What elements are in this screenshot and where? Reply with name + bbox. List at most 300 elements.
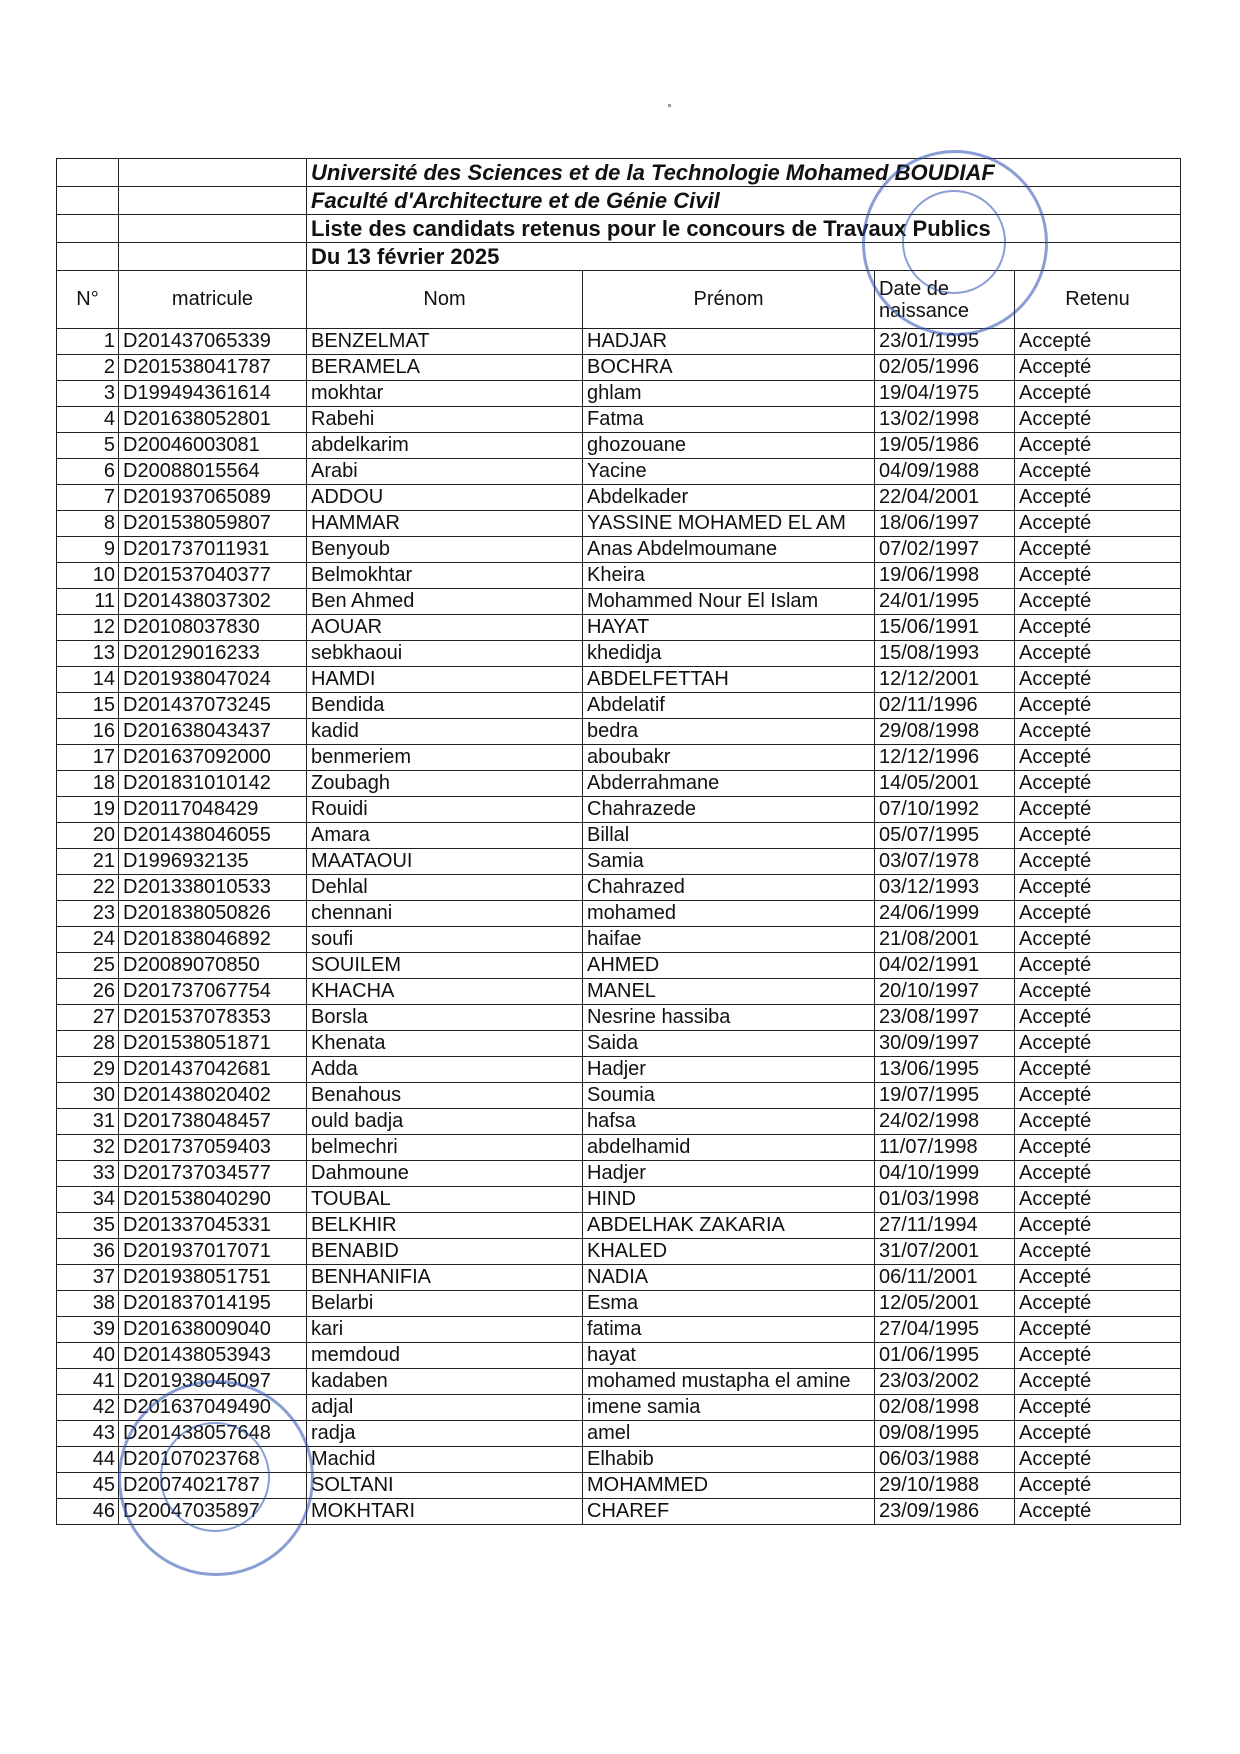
faculty-title: Faculté d'Architecture et de Génie Civil [307,187,1181,215]
row-birthdate: 13/02/1998 [875,407,1015,433]
row-nom: abdelkarim [307,433,583,459]
col-num-header: N° [57,271,119,329]
row-number: 28 [57,1031,119,1057]
row-prenom: YASSINE MOHAMED EL AM [583,511,875,537]
row-number: 33 [57,1161,119,1187]
row-birthdate: 19/05/1986 [875,433,1015,459]
row-status: Accepté [1015,563,1181,589]
row-matricule: D1996932135 [119,849,307,875]
row-number: 10 [57,563,119,589]
row-nom: Zoubagh [307,771,583,797]
row-nom: Adda [307,1057,583,1083]
row-birthdate: 19/04/1975 [875,381,1015,407]
row-prenom: bedra [583,719,875,745]
row-status: Accepté [1015,1187,1181,1213]
row-number: 2 [57,355,119,381]
row-number: 31 [57,1109,119,1135]
row-number: 38 [57,1291,119,1317]
col-nom-header: Nom [307,271,583,329]
row-prenom: MANEL [583,979,875,1005]
row-prenom: Hadjer [583,1057,875,1083]
row-birthdate: 04/02/1991 [875,953,1015,979]
row-nom: benmeriem [307,745,583,771]
row-prenom: Soumia [583,1083,875,1109]
row-status: Accepté [1015,1265,1181,1291]
row-matricule: D201438053943 [119,1343,307,1369]
row-prenom: KHALED [583,1239,875,1265]
row-status: Accepté [1015,1109,1181,1135]
row-status: Accepté [1015,615,1181,641]
row-nom: BERAMELA [307,355,583,381]
row-matricule: D201638052801 [119,407,307,433]
row-number: 14 [57,667,119,693]
row-nom: memdoud [307,1343,583,1369]
stamp-top-right-inner-icon [902,190,1006,294]
row-number: 37 [57,1265,119,1291]
table-row [57,511,1181,537]
row-birthdate: 02/11/1996 [875,693,1015,719]
row-status: Accepté [1015,1031,1181,1057]
row-nom: AOUAR [307,615,583,641]
row-prenom: Nesrine hassiba [583,1005,875,1031]
row-number: 46 [57,1499,119,1525]
row-prenom: hafsa [583,1109,875,1135]
row-matricule: D201537078353 [119,1005,307,1031]
row-prenom: Abdelkader [583,485,875,511]
row-number: 32 [57,1135,119,1161]
row-matricule: D201937065089 [119,485,307,511]
row-birthdate: 22/04/2001 [875,485,1015,511]
table-row [57,953,1181,979]
table-row [57,979,1181,1005]
row-birthdate: 12/05/2001 [875,1291,1015,1317]
row-matricule: D201537040377 [119,563,307,589]
table-row [57,1317,1181,1343]
row-birthdate: 27/11/1994 [875,1213,1015,1239]
table-row [57,849,1181,875]
table-row [57,927,1181,953]
table-row [57,355,1181,381]
row-birthdate: 06/11/2001 [875,1265,1015,1291]
row-status: Accepté [1015,1499,1181,1525]
row-number: 26 [57,979,119,1005]
row-nom: Dehlal [307,875,583,901]
row-prenom: Hadjer [583,1161,875,1187]
row-status: Accepté [1015,849,1181,875]
table-row [57,693,1181,719]
row-nom: ADDOU [307,485,583,511]
row-prenom: Abderrahmane [583,771,875,797]
row-number: 39 [57,1317,119,1343]
row-matricule: D20074021787 [119,1473,307,1499]
row-number: 7 [57,485,119,511]
table-row [57,875,1181,901]
row-status: Accepté [1015,511,1181,537]
table-row [57,901,1181,927]
row-prenom: Mohammed Nour El Islam [583,589,875,615]
row-status: Accepté [1015,329,1181,355]
row-matricule: D20089070850 [119,953,307,979]
row-status: Accepté [1015,1083,1181,1109]
row-status: Accepté [1015,1369,1181,1395]
table-row [57,1031,1181,1057]
row-nom: BELKHIR [307,1213,583,1239]
table-row [57,1057,1181,1083]
row-matricule: D20046003081 [119,433,307,459]
row-prenom: HIND [583,1187,875,1213]
table-row [57,1239,1181,1265]
row-birthdate: 04/09/1988 [875,459,1015,485]
row-nom: kari [307,1317,583,1343]
row-matricule: D201538041787 [119,355,307,381]
row-nom: soufi [307,927,583,953]
row-number: 44 [57,1447,119,1473]
row-prenom: CHAREF [583,1499,875,1525]
row-prenom: hayat [583,1343,875,1369]
row-birthdate: 19/06/1998 [875,563,1015,589]
row-matricule: D201831010142 [119,771,307,797]
row-status: Accepté [1015,1161,1181,1187]
row-prenom: Elhabib [583,1447,875,1473]
row-status: Accepté [1015,1005,1181,1031]
table-row [57,433,1181,459]
row-status: Accepté [1015,823,1181,849]
row-nom: Benahous [307,1083,583,1109]
col-prenom-header: Prénom [583,271,875,329]
row-nom: MOKHTARI [307,1499,583,1525]
row-prenom: Saida [583,1031,875,1057]
row-number: 27 [57,1005,119,1031]
row-status: Accepté [1015,875,1181,901]
row-number: 20 [57,823,119,849]
row-nom: KHACHA [307,979,583,1005]
table-row [57,1187,1181,1213]
table-row [57,1213,1181,1239]
row-birthdate: 29/10/1988 [875,1473,1015,1499]
row-matricule: D201838050826 [119,901,307,927]
row-matricule: D201338010533 [119,875,307,901]
row-nom: radja [307,1421,583,1447]
row-nom: chennani [307,901,583,927]
row-number: 30 [57,1083,119,1109]
row-birthdate: 21/08/2001 [875,927,1015,953]
row-matricule: D201538059807 [119,511,307,537]
row-prenom: aboubakr [583,745,875,771]
row-nom: BENABID [307,1239,583,1265]
table-row [57,771,1181,797]
row-matricule: D201538040290 [119,1187,307,1213]
row-prenom: fatima [583,1317,875,1343]
row-birthdate: 27/04/1995 [875,1317,1015,1343]
row-nom: HAMDI [307,667,583,693]
row-status: Accepté [1015,693,1181,719]
row-status: Accepté [1015,407,1181,433]
row-matricule: D201637092000 [119,745,307,771]
row-prenom: ghlam [583,381,875,407]
row-matricule: D20088015564 [119,459,307,485]
row-status: Accepté [1015,667,1181,693]
row-matricule: D201938047024 [119,667,307,693]
table-row [57,667,1181,693]
row-matricule: D201438046055 [119,823,307,849]
col-matricule-header: matricule [119,271,307,329]
row-status: Accepté [1015,485,1181,511]
row-birthdate: 06/03/1988 [875,1447,1015,1473]
row-nom: Borsla [307,1005,583,1031]
row-nom: Khenata [307,1031,583,1057]
row-number: 15 [57,693,119,719]
row-prenom: BOCHRA [583,355,875,381]
row-matricule: D201737067754 [119,979,307,1005]
row-prenom: HADJAR [583,329,875,355]
row-prenom: Yacine [583,459,875,485]
table-row [57,459,1181,485]
row-nom: sebkhaoui [307,641,583,667]
row-number: 8 [57,511,119,537]
row-prenom: haifae [583,927,875,953]
row-status: Accepté [1015,1421,1181,1447]
row-number: 45 [57,1473,119,1499]
row-birthdate: 15/06/1991 [875,615,1015,641]
row-prenom: ghozouane [583,433,875,459]
row-matricule: D201737034577 [119,1161,307,1187]
row-matricule: D20107023768 [119,1447,307,1473]
row-birthdate: 24/06/1999 [875,901,1015,927]
row-status: Accepté [1015,1317,1181,1343]
row-number: 42 [57,1395,119,1421]
row-prenom: Kheira [583,563,875,589]
row-nom: SOLTANI [307,1473,583,1499]
row-matricule: D201438037302 [119,589,307,615]
row-status: Accepté [1015,1213,1181,1239]
table-row [57,1109,1181,1135]
row-nom: SOUILEM [307,953,583,979]
table-row [57,641,1181,667]
row-nom: MAATAOUI [307,849,583,875]
row-status: Accepté [1015,1473,1181,1499]
row-birthdate: 01/03/1998 [875,1187,1015,1213]
row-matricule: D201837014195 [119,1291,307,1317]
row-birthdate: 11/07/1998 [875,1135,1015,1161]
row-prenom: MOHAMMED [583,1473,875,1499]
row-matricule: D201538051871 [119,1031,307,1057]
row-status: Accepté [1015,1239,1181,1265]
row-birthdate: 14/05/2001 [875,771,1015,797]
row-number: 25 [57,953,119,979]
exam-date: Du 13 février 2025 [307,243,1181,271]
row-matricule: D201938051751 [119,1265,307,1291]
table-row [57,1291,1181,1317]
row-matricule: D201337045331 [119,1213,307,1239]
row-status: Accepté [1015,459,1181,485]
row-prenom: Chahrazede [583,797,875,823]
row-birthdate: 31/07/2001 [875,1239,1015,1265]
row-status: Accepté [1015,797,1181,823]
row-status: Accepté [1015,381,1181,407]
scan-speck [668,104,671,107]
row-matricule: D201737011931 [119,537,307,563]
row-birthdate: 07/10/1992 [875,797,1015,823]
table-row [57,615,1181,641]
row-status: Accepté [1015,589,1181,615]
row-status: Accepté [1015,719,1181,745]
row-matricule: D201937017071 [119,1239,307,1265]
row-nom: BENHANIFIA [307,1265,583,1291]
candidates-table [56,158,1181,1525]
row-status: Accepté [1015,901,1181,927]
row-nom: Arabi [307,459,583,485]
row-status: Accepté [1015,1395,1181,1421]
row-birthdate: 24/02/1998 [875,1109,1015,1135]
row-matricule: D201838046892 [119,927,307,953]
table-row [57,1005,1181,1031]
row-birthdate: 18/06/1997 [875,511,1015,537]
row-status: Accepté [1015,771,1181,797]
row-prenom: Fatma [583,407,875,433]
row-nom: HAMMAR [307,511,583,537]
row-number: 21 [57,849,119,875]
university-title: Université des Sciences et de la Technologie Mohamed BOUDIAF [307,159,1181,187]
row-matricule: D201437073245 [119,693,307,719]
table-row [57,407,1181,433]
row-status: Accepté [1015,1343,1181,1369]
row-prenom: mohamed mustapha el amine [583,1369,875,1395]
row-nom: kadaben [307,1369,583,1395]
row-matricule: D201637049490 [119,1395,307,1421]
row-status: Accepté [1015,953,1181,979]
row-birthdate: 02/08/1998 [875,1395,1015,1421]
row-number: 12 [57,615,119,641]
row-number: 16 [57,719,119,745]
row-status: Accepté [1015,355,1181,381]
row-number: 13 [57,641,119,667]
table-row [57,823,1181,849]
table-row [57,1265,1181,1291]
row-status: Accepté [1015,979,1181,1005]
row-birthdate: 23/01/1995 [875,329,1015,355]
row-nom: Amara [307,823,583,849]
row-matricule: D20129016233 [119,641,307,667]
row-number: 23 [57,901,119,927]
row-number: 29 [57,1057,119,1083]
col-retenu-header: Retenu [1015,271,1181,329]
row-birthdate: 23/08/1997 [875,1005,1015,1031]
row-prenom: Anas Abdelmoumane [583,537,875,563]
row-status: Accepté [1015,745,1181,771]
row-status: Accepté [1015,1447,1181,1473]
row-matricule: D20047035897 [119,1499,307,1525]
table-row [57,485,1181,511]
row-nom: Bendida [307,693,583,719]
row-prenom: Billal [583,823,875,849]
row-birthdate: 30/09/1997 [875,1031,1015,1057]
row-birthdate: 04/10/1999 [875,1161,1015,1187]
table-row [57,563,1181,589]
row-birthdate: 19/07/1995 [875,1083,1015,1109]
row-matricule: D20117048429 [119,797,307,823]
row-birthdate: 07/02/1997 [875,537,1015,563]
row-matricule: D20108037830 [119,615,307,641]
row-prenom: ABDELFETTAH [583,667,875,693]
table-row [57,1161,1181,1187]
row-prenom: abdelhamid [583,1135,875,1161]
row-status: Accepté [1015,433,1181,459]
row-prenom: ABDELHAK ZAKARIA [583,1213,875,1239]
row-number: 5 [57,433,119,459]
row-matricule: D201938045097 [119,1369,307,1395]
row-nom: Benyoub [307,537,583,563]
row-number: 19 [57,797,119,823]
row-matricule: D201737059403 [119,1135,307,1161]
row-nom: belmechri [307,1135,583,1161]
table-row [57,797,1181,823]
row-prenom: Esma [583,1291,875,1317]
row-birthdate: 12/12/2001 [875,667,1015,693]
row-birthdate: 02/05/1996 [875,355,1015,381]
row-number: 11 [57,589,119,615]
table-row [57,589,1181,615]
row-nom: Ben Ahmed [307,589,583,615]
row-prenom: mohamed [583,901,875,927]
row-matricule: D201438057648 [119,1421,307,1447]
row-nom: Rabehi [307,407,583,433]
row-matricule: D201437042681 [119,1057,307,1083]
stamp-bottom-left-inner-icon [160,1422,270,1532]
row-birthdate: 13/06/1995 [875,1057,1015,1083]
row-birthdate: 20/10/1997 [875,979,1015,1005]
row-number: 4 [57,407,119,433]
table-row [57,745,1181,771]
table-row [57,1135,1181,1161]
row-prenom: khedidja [583,641,875,667]
row-number: 40 [57,1343,119,1369]
row-number: 1 [57,329,119,355]
table-row [57,719,1181,745]
row-prenom: amel [583,1421,875,1447]
table-row [57,1083,1181,1109]
row-number: 18 [57,771,119,797]
row-prenom: AHMED [583,953,875,979]
row-status: Accepté [1015,927,1181,953]
row-prenom: Abdelatif [583,693,875,719]
row-number: 24 [57,927,119,953]
row-birthdate: 12/12/1996 [875,745,1015,771]
row-nom: ould badja [307,1109,583,1135]
row-prenom: Chahrazed [583,875,875,901]
row-birthdate: 05/07/1995 [875,823,1015,849]
row-birthdate: 29/08/1998 [875,719,1015,745]
table-row [57,537,1181,563]
row-number: 6 [57,459,119,485]
row-number: 36 [57,1239,119,1265]
col-naissance-header: Date de naissance [875,271,1015,329]
row-nom: kadid [307,719,583,745]
row-status: Accepté [1015,1135,1181,1161]
row-status: Accepté [1015,1057,1181,1083]
row-number: 22 [57,875,119,901]
row-birthdate: 01/06/1995 [875,1343,1015,1369]
list-title: Liste des candidats retenus pour le concours de Travaux Publics [307,215,1181,243]
row-status: Accepté [1015,641,1181,667]
row-nom: BENZELMAT [307,329,583,355]
row-matricule: D199494361614 [119,381,307,407]
row-number: 35 [57,1213,119,1239]
row-nom: TOUBAL [307,1187,583,1213]
row-matricule: D201438020402 [119,1083,307,1109]
row-birthdate: 23/03/2002 [875,1369,1015,1395]
table-row [57,381,1181,407]
row-nom: mokhtar [307,381,583,407]
